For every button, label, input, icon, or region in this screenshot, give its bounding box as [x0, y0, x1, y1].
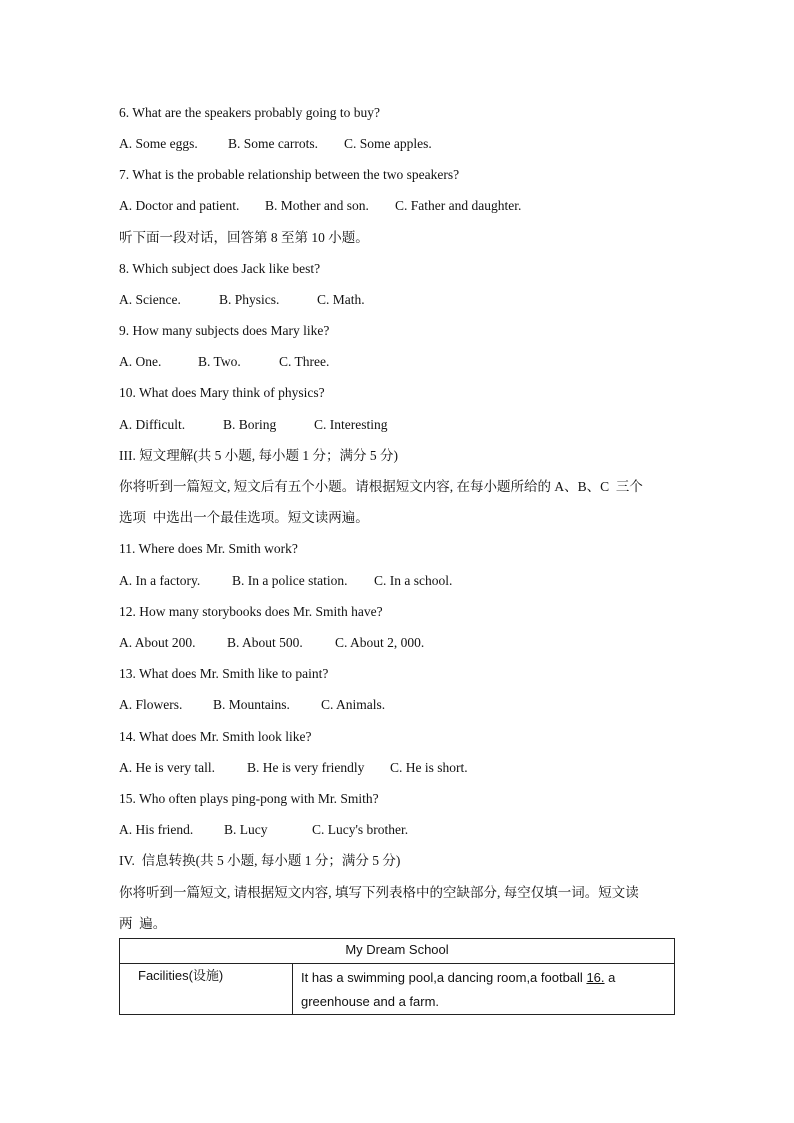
- q11-option-b[interactable]: B. In a police station.: [232, 573, 348, 588]
- q11-option-a[interactable]: A. In a factory.: [119, 573, 201, 588]
- q13-question: 13. What does Mr. Smith like to paint?: [119, 666, 329, 681]
- table-row-content: [293, 964, 675, 1015]
- q13-option-c[interactable]: C. Animals.: [321, 697, 386, 712]
- content-text-3: greenhouse and a farm.: [301, 994, 440, 1009]
- q9-option-b[interactable]: B. Two.: [198, 354, 241, 369]
- q10-option-b[interactable]: B. Boring: [223, 417, 277, 432]
- section-iv-heading: IV. 信息转换(共 5 小题, 每小题 1 分；满分 5 分): [119, 853, 401, 868]
- q13-option-a[interactable]: A. Flowers.: [119, 697, 183, 712]
- q9-option-c[interactable]: C. Three.: [279, 354, 330, 369]
- q8-option-b[interactable]: B. Physics.: [219, 292, 280, 307]
- q6-option-b[interactable]: B. Some carrots.: [228, 136, 318, 151]
- q7-option-c[interactable]: C. Father and daughter.: [395, 198, 522, 213]
- q6-question: 6. What are the speakers probably going to buy?: [119, 105, 381, 120]
- q12-option-c[interactable]: C. About 2, 000.: [335, 635, 425, 650]
- section-iii-heading: III. 短文理解(共 5 小题, 每小题 1 分；满分 5 分): [119, 448, 398, 463]
- q9-question: 9. How many subjects does Mary like?: [119, 323, 330, 338]
- section-iii-instruction-1: 你将听到一篇短文, 短文后有五个小题。请根据短文内容, 在每小题所给的 A、B、C 三个: [119, 479, 643, 494]
- q14-option-c[interactable]: C. He is short.: [390, 760, 468, 775]
- q11-option-c[interactable]: C. In a school.: [374, 573, 453, 588]
- q15-option-c[interactable]: C. Lucy's brother.: [312, 822, 409, 837]
- q14-option-b[interactable]: B. He is very friendly: [247, 760, 365, 775]
- q8-option-c[interactable]: C. Math.: [317, 292, 365, 307]
- table-caption: My Dream School: [120, 939, 675, 964]
- q7-question: 7. What is the probable relationship between the two speakers?: [119, 167, 460, 182]
- section-iii-instruction-2: 选项 中选出一个最佳选项。短文读两遍。: [119, 510, 369, 525]
- q10-option-c[interactable]: C. Interesting: [314, 417, 388, 432]
- q7-option-a[interactable]: A. Doctor and patient.: [119, 198, 240, 213]
- q10-option-a[interactable]: A. Difficult.: [119, 417, 186, 432]
- q12-option-b[interactable]: B. About 500.: [227, 635, 303, 650]
- q6-option-a[interactable]: A. Some eggs.: [119, 136, 198, 151]
- q12-question: 12. How many storybooks does Mr. Smith have?: [119, 604, 383, 619]
- q13-option-b[interactable]: B. Mountains.: [213, 697, 290, 712]
- q12-option-a[interactable]: A. About 200.: [119, 635, 196, 650]
- dialogue-instruction: 听下面一段对话，回答第 8 至第 10 小题。: [119, 230, 369, 245]
- q8-option-a[interactable]: A. Science.: [119, 292, 181, 307]
- q8-question: 8. Which subject does Jack like best?: [119, 261, 321, 276]
- q9-option-a[interactable]: A. One.: [119, 354, 162, 369]
- q6-option-c[interactable]: C. Some apples.: [344, 136, 432, 151]
- info-table: [119, 938, 675, 1015]
- q14-option-a[interactable]: A. He is very tall.: [119, 760, 215, 775]
- q7-option-b[interactable]: B. Mother and son.: [265, 198, 369, 213]
- q15-option-b[interactable]: B. Lucy: [224, 822, 268, 837]
- q11-question: 11. Where does Mr. Smith work?: [119, 541, 298, 556]
- section-iv-instruction-2: 两 遍。: [119, 916, 167, 931]
- content-text-2: a: [604, 970, 616, 985]
- q14-question: 14. What does Mr. Smith look like?: [119, 729, 312, 744]
- content-text-1: It has a swimming pool,a dancing room,a football: [301, 970, 587, 985]
- q10-question: 10. What does Mary think of physics?: [119, 385, 325, 400]
- q15-option-a[interactable]: A. His friend.: [119, 822, 194, 837]
- table-row-label: Facilities(设施): [120, 964, 293, 1015]
- q15-question: 15. Who often plays ping-pong with Mr. Smith?: [119, 791, 379, 806]
- section-iv-instruction-1: 你将听到一篇短文, 请根据短文内容, 填写下列表格中的空缺部分, 每空仅填一词。短文读: [119, 885, 639, 900]
- blank-16[interactable]: 16.: [586, 970, 605, 985]
